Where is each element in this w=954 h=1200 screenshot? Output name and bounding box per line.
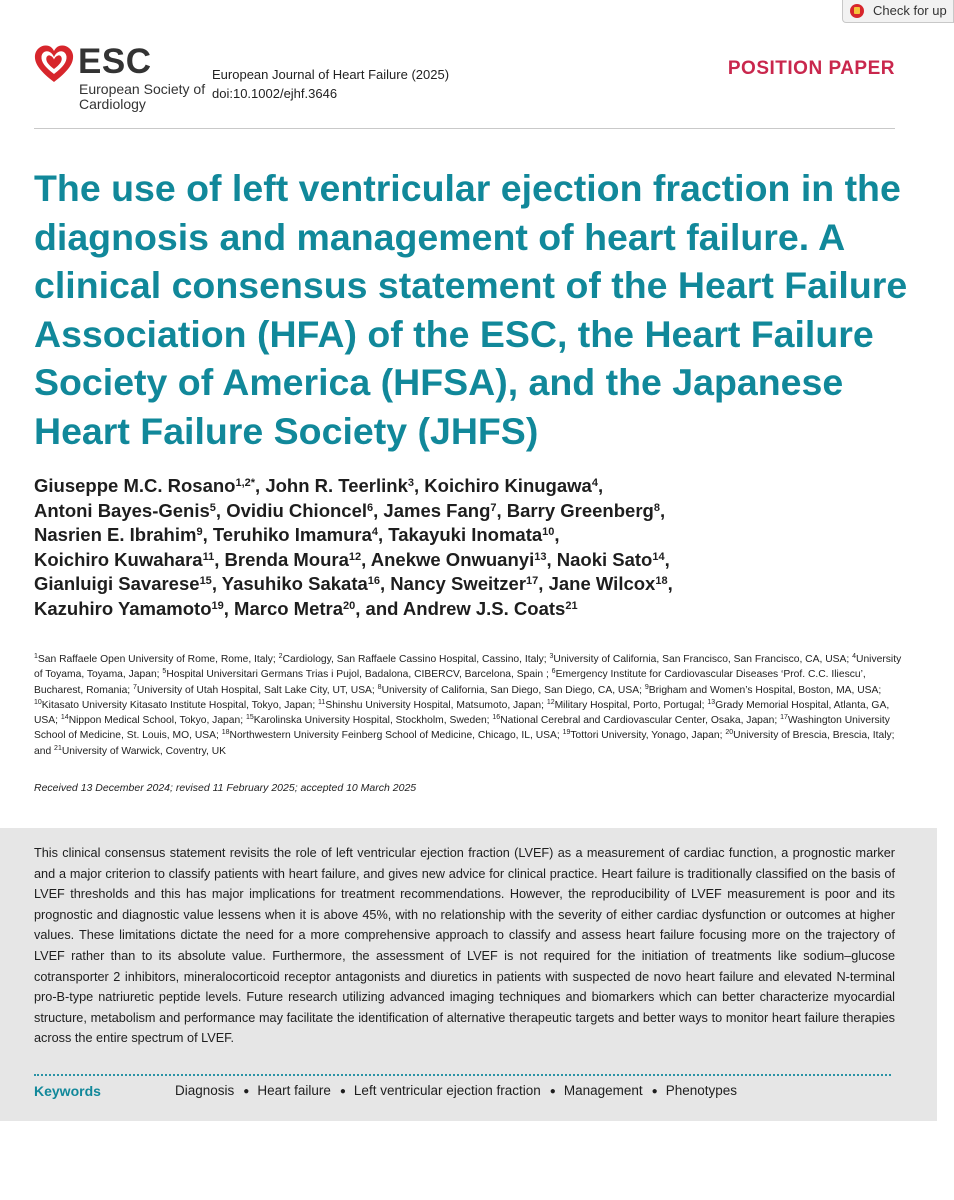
affiliation-number: 11: [318, 698, 326, 706]
affiliation-text: Northwestern University Feinberg School of Medicine, Chicago, IL, USA;: [229, 730, 563, 742]
affiliation-text: Military Hospital, Porto, Portugal;: [554, 699, 708, 711]
affiliation-number: 16: [492, 714, 501, 722]
author-name: Kazuhiro Yamamoto: [34, 597, 212, 619]
author-name: Nasrien E. Ibrahim: [34, 524, 197, 545]
article-dates: Received 13 December 2024; revised 11 February 2025; accepted 10 March 2025: [34, 782, 417, 794]
heart-logo-icon: [33, 44, 75, 84]
author-line: [34, 474, 914, 499]
author-list: [34, 474, 914, 621]
affiliation-number: 13: [707, 698, 716, 706]
affiliation-text: Karolinska University Hospital, Stockholm, Sweden;: [253, 715, 493, 727]
check-for-updates-label: Check for up: [873, 3, 947, 18]
keyword-separator-bullet: ●: [339, 1086, 346, 1097]
affiliation-number: 19: [562, 729, 571, 737]
author-affiliation-marker: 11: [202, 550, 215, 563]
affiliation-text: Cardiology, San Raffaele Cassino Hospital, Cassino, Italy;: [282, 654, 550, 665]
affiliation-text: Washington University School of Medicine, St. Louis, MO, USA;: [34, 715, 890, 742]
author-affiliation-marker: 7: [490, 501, 497, 514]
header-divider: [34, 128, 895, 129]
author-affiliation-marker: 20: [343, 599, 356, 612]
author-name: , Koichiro Kinugawa: [414, 475, 592, 496]
affiliation-text: Kitasato University Kitasato Institute Hospital, Tokyo, Japan;: [41, 699, 319, 711]
affiliations: [34, 652, 902, 759]
author-affiliation-marker: 18: [655, 575, 668, 587]
author-name: , Naoki Sato: [546, 548, 653, 570]
affiliation-text: Grady Memorial Hospital, Atlanta, GA, USA;: [34, 699, 890, 727]
affiliation-text: Brigham and Women’s Hospital, Boston, MA, USA;: [648, 684, 882, 696]
author-affiliation-marker: 6: [367, 501, 374, 514]
author-affiliation-marker: 9: [196, 526, 203, 538]
author-name: , Anekwe Onwuanyi: [361, 548, 535, 570]
author-name: Giuseppe M.C. Rosano: [34, 475, 236, 496]
keywords-label: Keywords: [34, 1083, 101, 1099]
author-affiliation-marker: 16: [367, 575, 381, 587]
affiliation-number: 20: [725, 729, 734, 737]
affiliation-text: University of California, San Diego, San Diego, CA, USA;: [381, 684, 645, 696]
author-line: [34, 499, 914, 524]
keyword: Left ventricular ejection fraction: [353, 1083, 541, 1098]
keyword-separator-bullet: ●: [651, 1086, 658, 1097]
logo-wordmark: ESC: [78, 42, 152, 81]
check-for-updates-button[interactable]: [842, 0, 954, 23]
author-line: [34, 548, 914, 573]
affiliation-number: 14: [60, 714, 69, 722]
author-name: , Takayuki Inomata: [378, 524, 543, 545]
affiliation-number: 10: [34, 698, 42, 706]
affiliation-number: 6: [551, 668, 556, 676]
affiliation-text: University of Warwick, Coventry, UK: [61, 745, 227, 757]
paper-title: The use of left ventricular ejection fraction in the diagnosis and management of heart failure. A clinical consensus statement of the Heart Failure Association (HFA) of the ESC, the Heart Failure Society of America (HFSA), and the Japanese Heart Failure Society (JHFS): [34, 167, 908, 452]
author-affiliation-marker: 8: [653, 501, 660, 514]
author-affiliation-marker: 5: [209, 501, 216, 514]
abstract-text: This clinical consensus statement revisits the role of left ventricular ejection fraction (LVEF) as a measurement of cardiac function, a prognostic marker and a major criterion to classify patients with heart failure, and gives new advice for clinical practice. Heart failure is traditionally classified on the basis of LVEF thresholds and this has major implications for treatment recommendations. However, the reproducibility of LVEF measurement is poor and its prognostic and diagnostic value lessens when it is above 45%, with no relationship with the severity of either cardiac dysfunction or outcomes at higher values. These limitations dictate the need for a more comprehensive approach to classify and assess heart failure focusing more on the trajectory of LVEF rather than to its absolute value. Furthermore, the assessment of LVEF is not required for the initiation of treatments like sodium–glucose cotransporter 2 inhibitors, mineralocorticoid receptor antagonists and diuretics in patients with suspected de novo heart failure and elevated N-terminal pro-B-type natriuretic peptide levels. Future research utilizing advanced imaging techniques and biomarkers which can better characterize myocardial structure, metabolism and performance may facilitate the identification of alternative therapeutic targets and better ways to monitor heart failure therapies across the entire spectrum of LVEF.: [34, 846, 895, 1046]
author-name: , John R. Teerlink: [255, 475, 408, 496]
author-affiliation-marker: 14: [652, 550, 665, 563]
keyword: Diagnosis: [175, 1083, 235, 1098]
affiliation-text: Nippon Medical School, Tokyo, Japan;: [68, 715, 246, 727]
author-name: , Jane Wilcox: [538, 573, 656, 594]
author-line: [34, 572, 914, 597]
author-name: , James Fang: [373, 499, 491, 521]
author-affiliation-marker: *: [250, 477, 256, 489]
author-name: ,: [554, 524, 560, 545]
affiliation-number: 9: [644, 683, 649, 691]
keywords-divider: [34, 1074, 891, 1076]
paper-type-label: POSITION PAPER: [727, 58, 895, 79]
author-name: ,: [667, 573, 673, 594]
author-affiliation-marker: 4: [591, 477, 598, 489]
author-affiliation-marker: 3: [407, 477, 414, 489]
author-affiliation-marker: 12: [348, 550, 362, 563]
affiliation-number: 1: [34, 653, 38, 660]
affiliation-number: 15: [245, 714, 254, 722]
affiliation-text: Tottori University, Yonago, Japan;: [570, 730, 726, 742]
author-name: , Nancy Sweitzer: [380, 573, 527, 594]
author-name: , Brenda Moura: [214, 548, 349, 570]
affiliation-number: 4: [852, 653, 857, 660]
affiliation-text: Hospital Universitari Germans Trias i Pujol, Badalona, CIBERCV, Barcelona, Spain ;: [166, 669, 552, 681]
journal-info: [212, 65, 449, 103]
author-affiliation-marker: 17: [526, 575, 539, 587]
author-affiliation-marker: 19: [211, 599, 224, 612]
author-name: , Yasuhiko Sakata: [211, 573, 368, 594]
author-name: Koichiro Kuwahara: [34, 548, 203, 570]
author-affiliation-marker: 13: [534, 550, 547, 563]
keyword: Heart failure: [257, 1083, 331, 1098]
logo-subtitle: European Society of Cardiology: [79, 81, 206, 112]
author-name: , Marco Metra: [223, 597, 344, 619]
affiliation-text: San Raffaele Open University of Rome, Rome, Italy;: [37, 654, 279, 665]
affiliation-number: 21: [54, 744, 62, 752]
author-name: ,: [664, 548, 670, 570]
affiliation-number: 12: [546, 698, 555, 706]
author-name: , Ovidiu Chioncel: [215, 499, 368, 521]
affiliation-number: 7: [133, 683, 137, 691]
journal-citation: European Journal of Heart Failure (2025): [212, 67, 450, 82]
affiliation-text: University of Toyama, Toyama, Japan;: [34, 654, 902, 681]
doi[interactable]: doi:10.1002/ejhf.3646: [212, 86, 338, 101]
keyword: Management: [563, 1083, 643, 1098]
author-name: , Teruhiko Imamura: [202, 524, 372, 545]
affiliation-text: University of California, San Francisco, San Francisco, CA, USA;: [553, 654, 853, 665]
affiliation-number: 8: [377, 683, 382, 691]
affiliation-number: 18: [221, 729, 230, 737]
author-affiliation-marker: 4: [371, 526, 378, 538]
author-affiliation-marker: 10: [542, 526, 555, 538]
affiliation-text: University of Utah Hospital, Salt Lake City, UT, USA;: [136, 684, 378, 696]
affiliation-number: 3: [549, 653, 554, 660]
keywords-list: [175, 1083, 737, 1098]
affiliation-number: 17: [780, 714, 788, 722]
author-line: [34, 597, 914, 622]
author-name: , Barry Greenberg: [496, 499, 654, 521]
keyword: Phenotypes: [665, 1083, 737, 1098]
author-line: [34, 523, 914, 548]
author-affiliation-marker: 1,2: [235, 477, 251, 489]
affiliation-number: 2: [278, 653, 283, 660]
affiliation-text: Emergency Institute for Cardiovascular Diseases ‘Prof. C.C. Iliescu’, Bucharest, Romania;: [34, 669, 866, 696]
crossmark-icon: [850, 4, 864, 18]
author-affiliation-marker: 21: [565, 599, 578, 612]
author-name: , and Andrew J.S. Coats: [355, 597, 566, 619]
author-name: ,: [659, 499, 666, 521]
author-affiliation-marker: 15: [199, 575, 212, 587]
affiliation-text: Shinshu University Hospital, Matsumoto, Japan;: [325, 699, 547, 711]
affiliation-text: University of Brescia, Brescia, Italy; and: [34, 730, 895, 757]
author-name: Antoni Bayes-Genis: [34, 499, 210, 521]
affiliation-text: National Cerebral and Cardiovascular Center, Osaka, Japan;: [500, 715, 781, 727]
keyword-separator-bullet: ●: [243, 1086, 250, 1097]
affiliation-number: 5: [162, 668, 167, 676]
author-name: Gianluigi Savarese: [34, 573, 200, 594]
author-name: ,: [597, 475, 604, 496]
keyword-separator-bullet: ●: [549, 1086, 556, 1097]
